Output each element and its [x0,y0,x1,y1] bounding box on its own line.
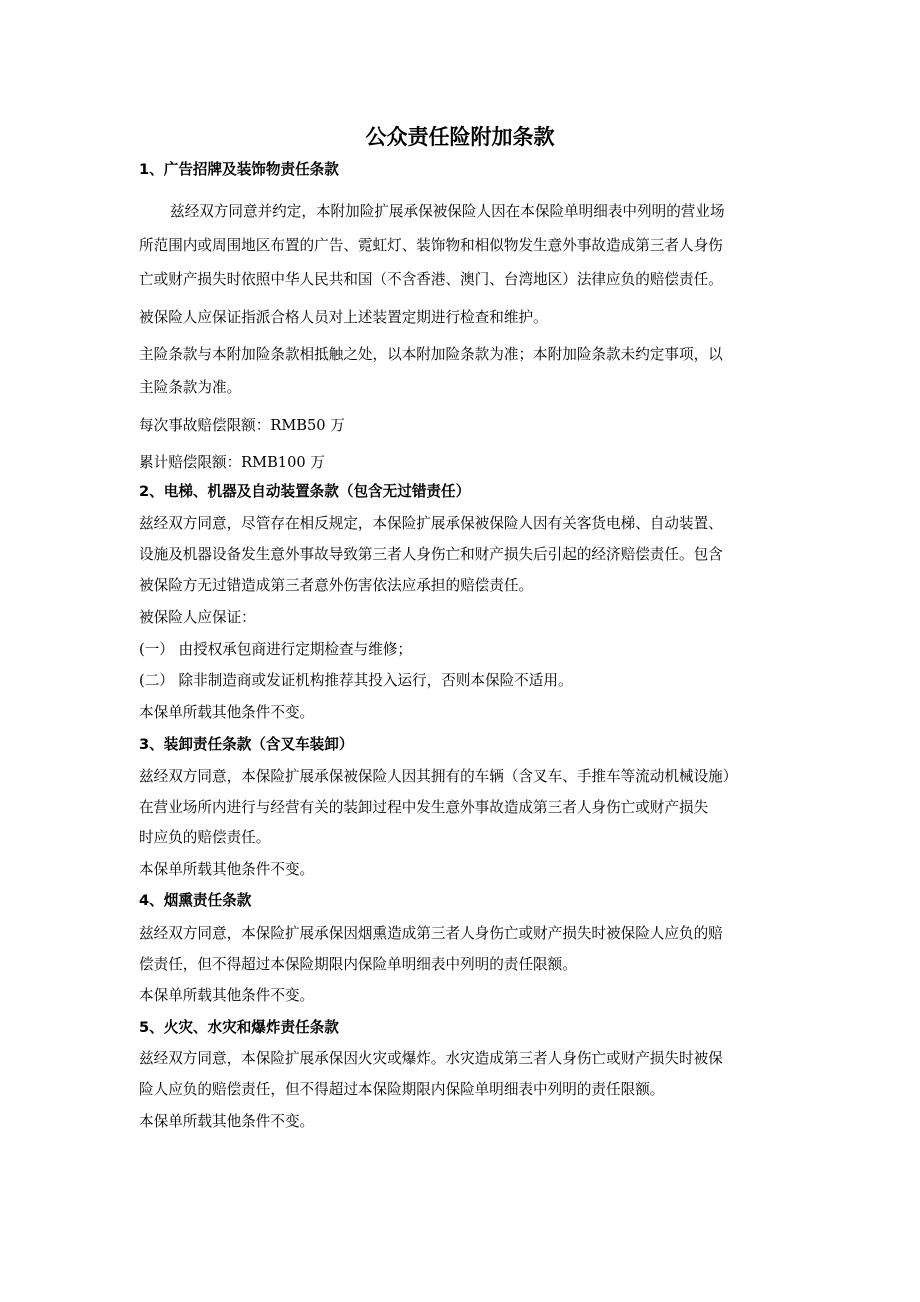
section-1-heading: 1、广告招牌及装饰物责任条款 [139,161,339,178]
section-5-line-2: 险人应负的赔偿责任，但不得超过本保险期限内保险单明细表中列明的责任限额。 [139,1081,665,1098]
section-4-heading: 4、烟熏责任条款 [139,892,252,909]
section-5-line-1: 兹经双方同意，本保险扩展承保因火灾或爆炸。水灾造成第三者人身伤亡或财产损失时被保 [139,1050,723,1067]
section-3-line-1: 兹经双方同意，本保险扩展承保被保险人因其拥有的车辆（含叉车、手推车等流动机械设施） [139,768,738,785]
section-1-line-4: 被保险人应保证指派合格人员对上述装置定期进行检查和维护。 [139,309,548,326]
section-4-line-3: 本保单所载其他条件不变。 [139,987,315,1004]
section-1-line-3: 亡或财产损失时依照中华人民共和国（不含香港、澳门、台湾地区）法律应负的赔偿责任。 [139,271,723,288]
page-title: 公众责任险附加条款 [365,124,555,149]
section-2-item-2: (二） 除非制造商或发证机构推荐其投入运行，否则本保险不适用。 [139,672,573,689]
section-1-line-2: 所范围内或周围地区布置的广告、霓虹灯、装饰物和相似物发生意外事故造成第三者人身伤 [139,237,723,254]
section-4-line-2: 偿责任，但不得超过本保险期限内保险单明细表中列明的责任限额。 [139,956,577,973]
section-3-line-4: 本保单所载其他条件不变。 [139,861,315,878]
section-4-line-1: 兹经双方同意，本保险扩展承保因烟熏造成第三者人身伤亡或财产损失时被保险人应负的赔 [139,925,723,942]
section-1-line-5: 主险条款与本附加险条款相抵触之处，以本附加险条款为准；本附加险条款未约定事项，以 [139,346,723,363]
section-2-heading: 2、电梯、机器及自动装置条款（包含无过错责任） [139,483,471,500]
section-5-line-3: 本保单所载其他条件不变。 [139,1113,315,1130]
section-2-line-4: 被保险人应保证： [139,609,256,626]
section-1-per-accident-limit: 每次事故赔偿限额：RMB50 万 [139,417,345,434]
section-1-line-1: 兹经双方同意并约定，本附加险扩展承保被保险人因在本保险单明细表中列明的营业场 [170,203,725,220]
section-2-line-7: 本保单所载其他条件不变。 [139,704,315,721]
section-3-line-3: 时应负的赔偿责任。 [139,829,271,846]
section-2-line-2: 设施及机器设备发生意外事故导致第三者人身伤亡和财产损失后引起的经济赔偿责任。包含 [139,546,723,563]
section-1-aggregate-limit: 累计赔偿限额：RMB100 万 [139,454,325,471]
section-2-item-1: (一） 由授权承包商进行定期检查与维修； [139,641,413,658]
section-2-line-1: 兹经双方同意，尽管存在相反规定，本保险扩展承保被保险人因有关客货电梯、自动装置、 [139,515,723,532]
section-5-heading: 5、火灾、水灾和爆炸责任条款 [139,1019,339,1036]
section-3-heading: 3、装卸责任条款（含叉车装卸） [139,736,354,753]
section-2-line-3: 被保险方无过错造成第三者意外伤害依法应承担的赔偿责任。 [139,577,534,594]
section-1-line-6: 主险条款为准。 [139,379,242,396]
section-3-line-2: 在营业场所内进行与经营有关的装卸过程中发生意外事故造成第三者人身伤亡或财产损失 [139,799,709,816]
